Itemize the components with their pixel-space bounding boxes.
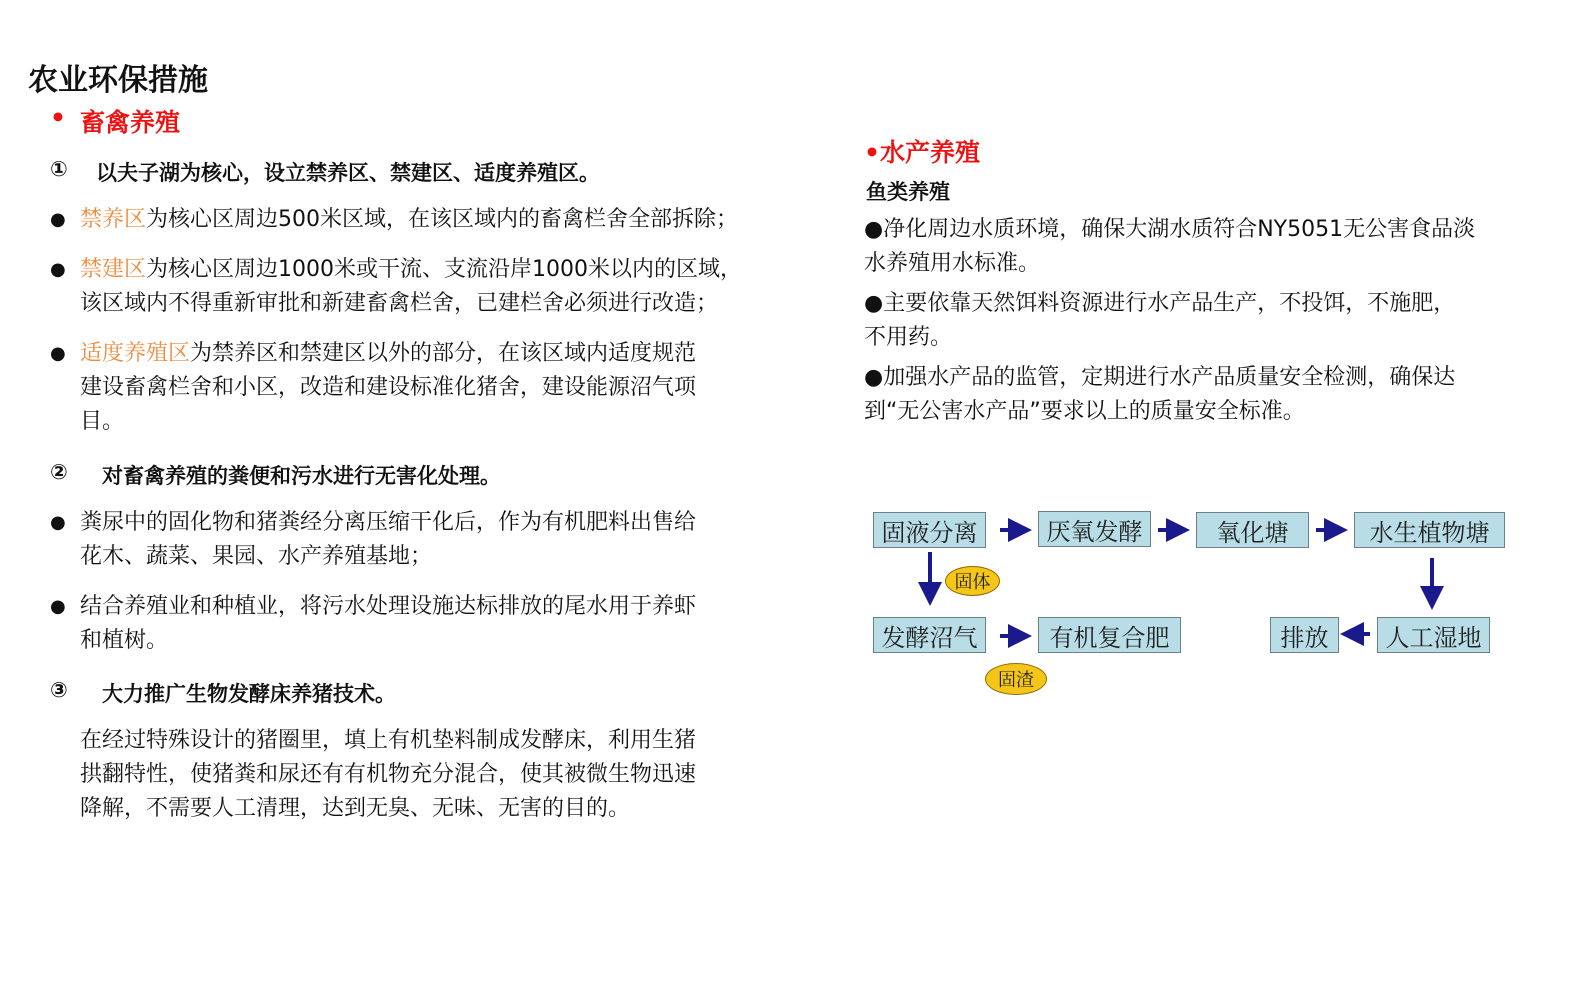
text: 和植树。 bbox=[80, 628, 169, 653]
text: 该区域内不得重新审批和新建畜禽栏舍，已建栏舍必须进行改造； bbox=[80, 291, 719, 316]
text: 降解，不需要人工清理，达到无臭、无味、无害的目的。 bbox=[80, 796, 631, 821]
bullet-icon: ● bbox=[50, 343, 66, 364]
text: 为禁养区和禁建区以外的部分，在该区域内适度规范 bbox=[190, 341, 697, 366]
text: 不用药。 bbox=[864, 325, 953, 350]
text: 粪尿中的固化物和猪粪经分离压缩干化后，作为有机肥料出售给 bbox=[80, 510, 697, 535]
text: 花木、蔬菜、果园、水产养殖基地； bbox=[80, 544, 433, 569]
flow-box-solid-liquid-separation: 固液分离 bbox=[873, 512, 986, 548]
bullet-icon: ● bbox=[50, 596, 66, 617]
item-heading-1: 以夫子湖为核心，设立禁养区、禁建区、适度养殖区。 bbox=[96, 161, 600, 185]
flow-box-wetland: 人工湿地 bbox=[1377, 617, 1490, 653]
flow-box-biogas: 发酵沼气 bbox=[873, 617, 986, 653]
highlight-term: 适度养殖区 bbox=[80, 341, 191, 366]
label-residue: 固渣 bbox=[985, 663, 1047, 695]
section-livestock: 畜禽养殖 bbox=[80, 108, 181, 137]
bullet-icon: • bbox=[50, 103, 66, 132]
text: 水养殖用水标准。 bbox=[864, 251, 1041, 276]
item-number-2: ② bbox=[50, 460, 68, 484]
text: 到“无公害水产品”要求以上的质量安全标准。 bbox=[864, 399, 1305, 424]
bullet-icon: ● bbox=[50, 209, 66, 230]
text: 建设畜禽栏舍和小区，改造和建设标准化猪舍，建设能源沼气项 bbox=[80, 375, 697, 400]
flow-box-aquatic-plant-pond: 水生植物塘 bbox=[1354, 512, 1505, 548]
item-heading-3: 大力推广生物发酵床养猪技术。 bbox=[102, 682, 396, 706]
text: ●加强水产品的监管，定期进行水产品质量安全检测，确保达 bbox=[864, 365, 1456, 390]
bullet-icon: ● bbox=[50, 259, 66, 280]
text: 结合养殖业和种植业，将污水处理设施达标排放的尾水用于养虾 bbox=[80, 594, 697, 619]
text: 为核心区周边1000米或干流、支流沿岸1000米以内的区域， bbox=[146, 257, 742, 282]
text: 拱翻特性，使猪粪和尿还有有机物充分混合，使其被微生物迅速 bbox=[80, 762, 697, 787]
section-aquaculture: •水产养殖 bbox=[864, 138, 980, 167]
text: 为核心区周边500米区域，在该区域内的畜禽栏舍全部拆除； bbox=[146, 207, 739, 232]
flow-box-organic-fertilizer: 有机复合肥 bbox=[1038, 617, 1181, 653]
text: 目。 bbox=[80, 409, 125, 434]
text: 在经过特殊设计的猪圈里，填上有机垫料制成发酵床，利用生猪 bbox=[80, 728, 697, 753]
page-title: 农业环保措施 bbox=[28, 63, 208, 98]
flow-box-discharge: 排放 bbox=[1270, 617, 1339, 653]
flow-box-anaerobic-fermentation: 厌氧发酵 bbox=[1038, 511, 1151, 547]
item-number-3: ③ bbox=[50, 678, 68, 702]
bullet-icon: ● bbox=[50, 512, 66, 533]
item-heading-2: 对畜禽养殖的粪便和污水进行无害化处理。 bbox=[102, 464, 501, 488]
item-number-1: ① bbox=[50, 157, 68, 181]
subsection-fish: 鱼类养殖 bbox=[866, 180, 950, 204]
highlight-term: 禁养区 bbox=[80, 207, 147, 232]
text: ●主要依靠天然饵料资源进行水产品生产，不投饵，不施肥， bbox=[864, 291, 1456, 316]
label-solid: 固体 bbox=[945, 566, 1000, 596]
flow-box-oxidation-pond: 氧化塘 bbox=[1196, 512, 1309, 548]
text: ●净化周边水质环境，确保大湖水质符合NY5051无公害食品淡 bbox=[864, 217, 1476, 242]
highlight-term: 禁建区 bbox=[80, 257, 147, 282]
